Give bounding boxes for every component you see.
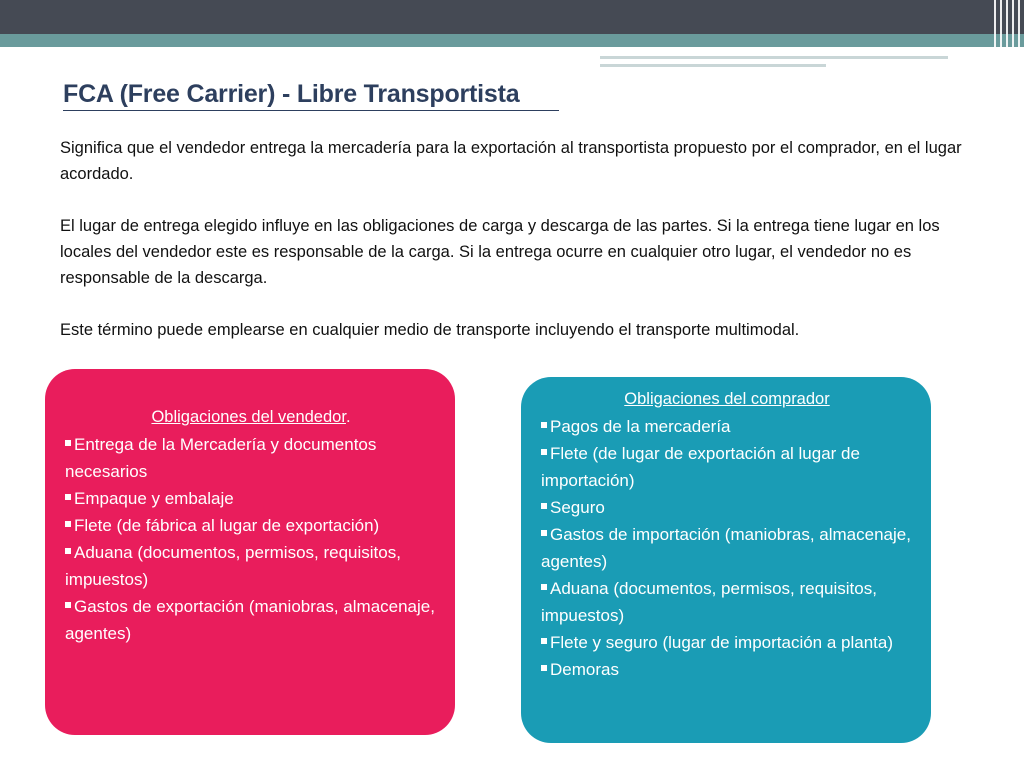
- square-bullet-icon: [65, 494, 71, 500]
- header-teal-band: [0, 34, 1024, 47]
- list-item: Gastos de exportación (maniobras, almacenaje, agentes): [65, 597, 435, 643]
- list-item: Flete (de lugar de exportación al lugar de importación): [541, 444, 860, 490]
- square-bullet-icon: [541, 422, 547, 428]
- paragraph-delivery-place: El lugar de entrega elegido influye en las obligaciones de carga y descarga de las partes. Si la entrega tiene lugar en los locales del vendedor este es responsable de la carga. Si la entrega ocurre en cualquier otro lugar, el vendedor no es responsable de la descarga.: [60, 217, 940, 287]
- corner-stripes-decoration: [990, 0, 1024, 70]
- seller-heading: [65, 404, 437, 431]
- list-item: Entrega de la Mercadería y documentos necesarios: [65, 435, 377, 481]
- list-item: Flete (de fábrica al lugar de exportación): [65, 512, 437, 539]
- list-item: Pagos de la mercadería: [541, 413, 913, 440]
- list-item: Empaque y embalaje: [65, 485, 437, 512]
- header-dark-band: [0, 0, 1024, 34]
- square-bullet-icon: [541, 449, 547, 455]
- square-bullet-icon: [65, 602, 71, 608]
- list-item: Aduana (documentos, permisos, requisitos, impuestos): [541, 579, 877, 625]
- header-accent-line: [600, 56, 948, 59]
- list-item: Aduana (documentos, permisos, requisitos, impuestos): [65, 543, 401, 589]
- list-item: Demoras: [541, 656, 913, 683]
- square-bullet-icon: [541, 665, 547, 671]
- buyer-obligations-box: [521, 377, 931, 743]
- square-bullet-icon: [541, 503, 547, 509]
- square-bullet-icon: [65, 521, 71, 527]
- square-bullet-icon: [541, 530, 547, 536]
- seller-heading-text: Obligaciones del vendedor: [151, 408, 346, 426]
- header-accent-line-short: [600, 64, 826, 67]
- title-underline: [63, 110, 559, 111]
- list-item: Gastos de importación (maniobras, almacenaje, agentes): [541, 525, 911, 571]
- buyer-heading-text: Obligaciones del comprador: [624, 390, 830, 408]
- list-item: Seguro: [541, 494, 913, 521]
- buyer-heading: [541, 386, 913, 413]
- list-item: Flete y seguro (lugar de importación a planta): [541, 629, 913, 656]
- square-bullet-icon: [65, 440, 71, 446]
- square-bullet-icon: [65, 548, 71, 554]
- square-bullet-icon: [541, 584, 547, 590]
- square-bullet-icon: [541, 638, 547, 644]
- paragraph-definition: Significa que el vendedor entrega la mercadería para la exportación al transportista propuesto por el comprador, en el lugar acordado.: [60, 139, 962, 183]
- slide-body: [60, 135, 980, 369]
- slide-title: FCA (Free Carrier) - Libre Transportista: [63, 80, 520, 108]
- seller-obligations-box: [45, 369, 455, 735]
- seller-heading-period: .: [345, 408, 351, 426]
- paragraph-transport-mode: Este término puede emplearse en cualquier medio de transporte incluyendo el transporte multimodal.: [60, 321, 800, 339]
- seller-obligations-list: [65, 431, 437, 647]
- buyer-obligations-list: [541, 413, 913, 683]
